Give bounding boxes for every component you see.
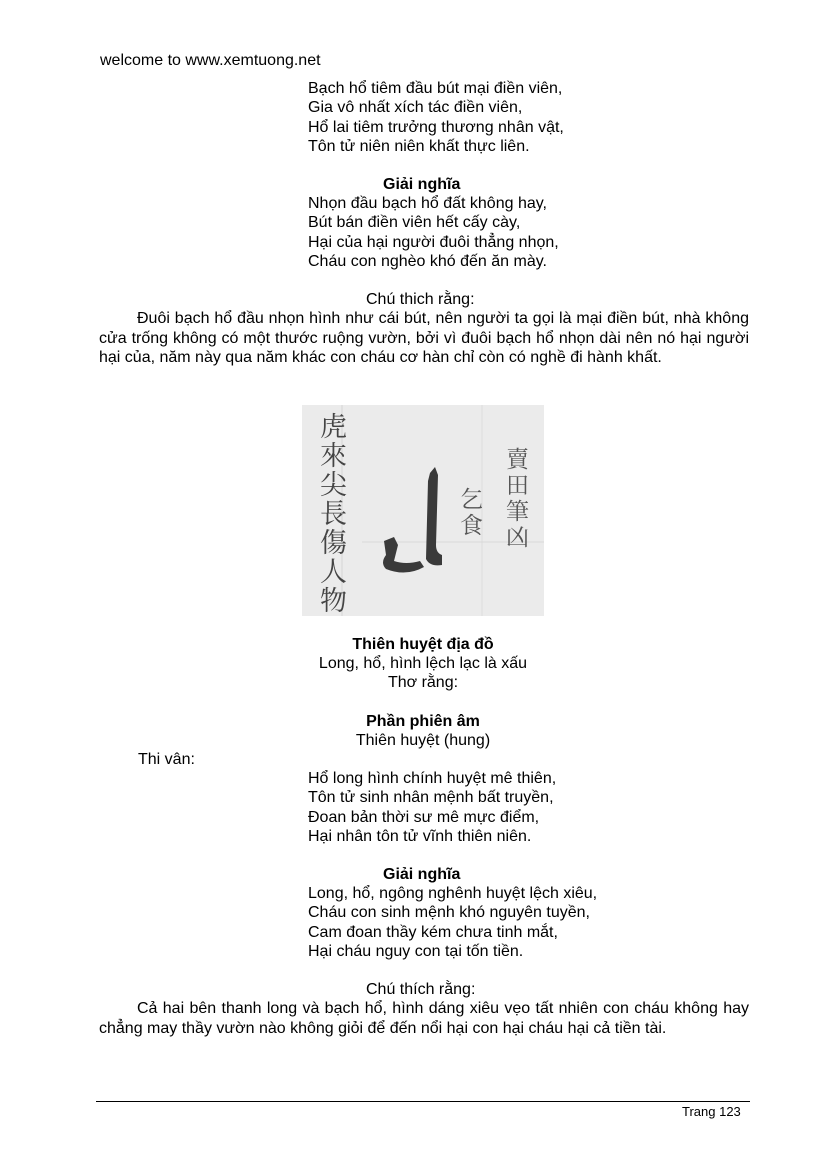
meaning-line: Long, hổ, ngông nghênh huyệt lệch xiêu, [308, 885, 598, 902]
thi-van-label: Thi vân: [138, 751, 195, 768]
meaning-line: Cam đoan thầy kém chưa tinh mắt, [308, 923, 558, 941]
note-1-paragraph: Đuôi bạch hổ đầu nhọn hình như cái bút, nên người ta gọi là mại điền bút, nhà không cửa trống không có một thước ruộng vườn, bởi vì đuôi bạch hổ nhọn dài nên nó hại người hại của, năm này qua năm khác con cháu cơ hàn chỉ còn có nghề đi hành khất. [99, 310, 749, 366]
footer-divider [96, 1101, 750, 1102]
poem-line: Tôn tử niên niên khất thực liên. [308, 137, 530, 155]
meaning-1 [308, 194, 559, 271]
phien-am-subtitle: Thiên huyệt (hung) [355, 732, 491, 749]
poem-line: Đoan bản thời sư mê mực điểm, [308, 808, 540, 826]
poem-2 [308, 769, 556, 846]
figure-right-caption: 賣田筆凶 [506, 447, 529, 551]
figure-left-caption: 虎來尖長傷人物 [320, 412, 347, 617]
poem-line: Bạch hổ tiêm đầu bút mại điền viên, [308, 80, 563, 97]
illustration-figure [302, 405, 544, 616]
site-welcome: welcome to www.xemtuong.net [100, 52, 321, 69]
section-2-title: Thiên huyệt địa đồ [352, 636, 494, 653]
poem-1 [308, 79, 564, 156]
poem-intro: Thơ rằng: [387, 674, 459, 691]
meaning-line: Bút bán điền viên hết cấy cày, [308, 214, 521, 232]
meaning-2-heading: Giải nghĩa [383, 866, 461, 883]
meaning-line: Hại của hại người đuôi thẳng nhọn, [308, 233, 559, 251]
poem-line: Gia vô nhất xích tác điền viên, [308, 99, 523, 117]
poem-line: Hại nhân tôn tử vĩnh thiên niên. [308, 827, 532, 845]
note-1-heading: Chú thich rằng: [366, 291, 475, 308]
page-number: Trang 123 [682, 1104, 741, 1119]
meaning-1-heading: Giải nghĩa [383, 176, 461, 193]
meaning-line: Cháu con sinh mệnh khó nguyên tuyền, [308, 904, 590, 922]
meaning-2 [308, 884, 597, 961]
meaning-line: Cháu con nghèo khó đến ăn mày. [308, 252, 547, 270]
poem-line: Hổ long hình chính huyệt mê thiên, [308, 770, 557, 787]
section-2-subtitle: Long, hổ, hình lệch lạc là xấu [318, 655, 528, 672]
note-2-paragraph: Cả hai bên thanh long và bạch hổ, hình dáng xiêu vẹo tất nhiên con cháu không hay chẳng may thầy vườn nào không giỏi để đến nổi hại con hại cháu hại cả tiền tài. [99, 1000, 749, 1037]
figure-middle-caption: 乞食 [460, 487, 483, 539]
poem-line: Hổ lai tiêm trưởng thương nhân vật, [308, 118, 564, 136]
meaning-line: Nhọn đầu bạch hổ đất không hay, [308, 195, 547, 212]
poem-line: Tôn tử sinh nhân mệnh bất truyền, [308, 789, 554, 807]
meaning-line: Hại cháu nguy con tại tốn tiền. [308, 942, 524, 960]
note-2-heading: Chú thích rằng: [366, 981, 476, 998]
phien-am-heading: Phần phiên âm [366, 713, 480, 730]
